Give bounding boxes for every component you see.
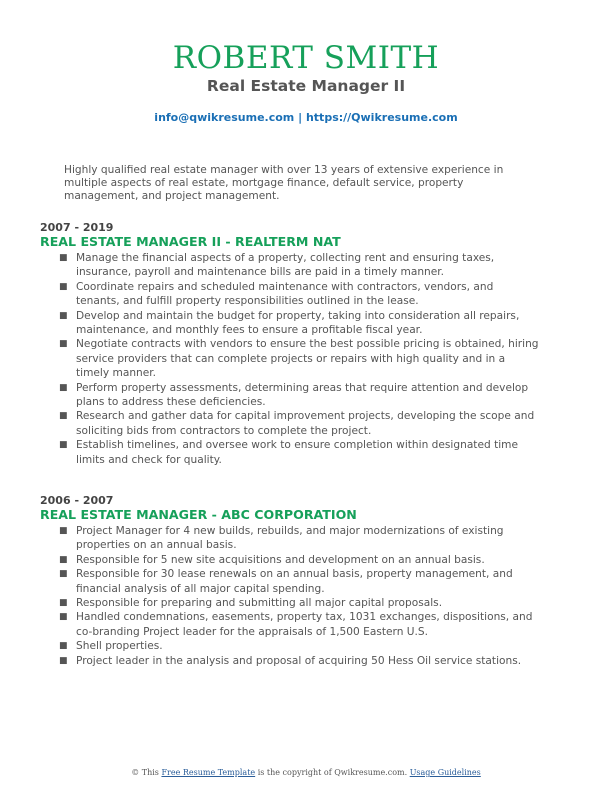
contact-separator: | — [294, 111, 306, 124]
bullet-icon: ■ — [59, 310, 68, 321]
summary-paragraph: Highly qualified real estate manager with over 13 years of extensive experience in multiple aspects of real estate, mortgage finance, default service, property management, and project management. — [64, 164, 504, 203]
job-dates: 2007 - 2019 — [40, 221, 114, 234]
list-item: ■ Project leader in the analysis and proposal of acquiring 50 Hess Oil service stations. — [59, 654, 522, 667]
list-item: ■ Responsible for preparing and submitting all major capital proposals. — [59, 597, 443, 610]
job-role: REAL ESTATE MANAGER - ABC CORPORATION — [40, 507, 357, 522]
bullet-icon: ■ — [59, 641, 68, 652]
job-title: Real Estate Manager II — [206, 77, 406, 95]
bullet-icon: ■ — [59, 655, 68, 666]
bullet-icon: ■ — [59, 526, 68, 536]
list-item: ■ Establish timelines, and oversee work to ensure completion within designated time limits and check for quality. — [59, 439, 519, 466]
copyright-footer: © This Free Resume Template is the copyright of Qwikresume.com. Usage Guidelines — [131, 768, 481, 777]
bullet-icon: ■ — [59, 253, 68, 263]
list-item: ■ Coordinate repairs and scheduled maintenance with contractors, vendors, and tenants, and fulfill property responsibilities outlined in the lease. — [59, 280, 494, 308]
bullet-icon: ■ — [59, 411, 68, 422]
job-dates: 2006 - 2007 — [40, 494, 114, 507]
free-resume-template-link[interactable]: Free Resume Template — [161, 768, 256, 777]
website-link[interactable]: https://Qwikresume.com — [305, 111, 458, 124]
list-item: ■ Responsible for 30 lease renewals on an annual basis, property management, and financial analysis of all major capital spending. — [59, 568, 513, 595]
list-item: ■ Project Manager for 4 new builds, rebuilds, and major modernizations of existing properties on an annual basis. — [59, 525, 504, 552]
contact-line — [0, 111, 612, 125]
bullet-icon: ■ — [59, 554, 68, 565]
list-item: ■ Manage the financial aspects of a property, collecting rent and ensuring taxes, insurance, payroll and maintenance bills are paid in a timely manner. — [59, 252, 495, 279]
bullet-icon: ■ — [59, 598, 68, 609]
bullet-icon: ■ — [59, 569, 68, 580]
bullet-icon: ■ — [59, 339, 68, 350]
list-item: ■ Negotiate contracts with vendors to ensure the best possible pricing is obtained, hiring service providers that can complete projects or repairs with high quality and in a timely manner. — [59, 338, 539, 380]
usage-guidelines-link[interactable]: Usage Guidelines — [409, 768, 481, 777]
responsibility-list — [40, 524, 540, 668]
list-item: ■ Shell properties. — [59, 640, 163, 653]
email-link[interactable]: info@qwikresume.com — [154, 111, 295, 124]
list-item: ■ Develop and maintain the budget for property, taking into consideration all repairs, maintenance, and monthly fees to ensure a profitable fiscal year. — [59, 309, 520, 337]
experience-entry-2 — [40, 494, 540, 668]
bullet-icon: ■ — [59, 382, 68, 393]
list-item: ■ Handled condemnations, easements, property tax, 1031 exchanges, dispositions, and co-branding Project leader for the appraisals of 1,500 Eastern U.S. — [59, 611, 533, 638]
list-item: ■ Perform property assessments, determining areas that require attention and develop plans to address these deficiencies. — [59, 381, 529, 409]
bullet-icon: ■ — [59, 440, 68, 451]
list-item: ■ Research and gather data for capital improvement projects, developing the scope and soliciting bids from contractors to complete the project. — [59, 410, 535, 437]
job-role: REAL ESTATE MANAGER II - REALTERM NAT — [40, 234, 341, 249]
candidate-name: ROBERT SMITH — [172, 40, 440, 76]
responsibility-list — [40, 251, 540, 467]
list-item: ■ Responsible for 5 new site acquisitions and development on an annual basis. — [59, 553, 485, 566]
bullet-icon: ■ — [59, 612, 68, 623]
bullet-icon: ■ — [59, 281, 68, 292]
experience-entry-1 — [40, 221, 540, 467]
